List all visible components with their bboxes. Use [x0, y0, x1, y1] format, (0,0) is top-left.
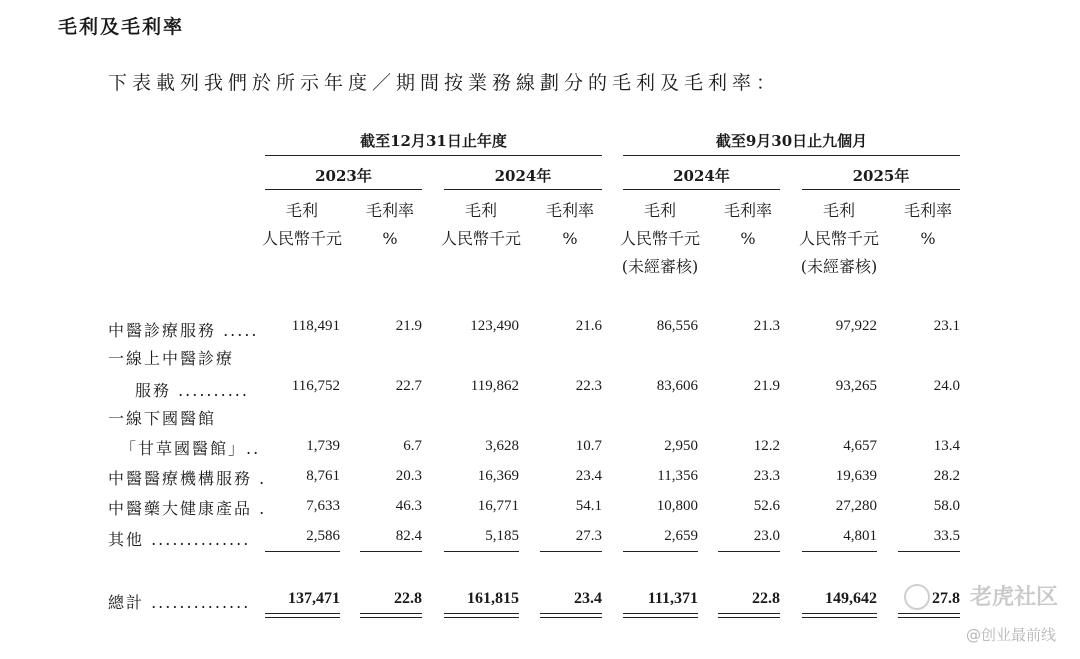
cell-gross-profit: 11,356: [657, 468, 698, 484]
cell-gross-profit: 2,586: [306, 528, 340, 544]
cell-gross-margin: 82.4: [395, 528, 422, 544]
total-gross-margin: 22.8: [752, 590, 780, 607]
total-double-underline: [898, 613, 960, 614]
col-header-gp: 毛利 人民幣千元 (未經審核): [799, 201, 880, 276]
cell-gross-margin: 22.7: [395, 378, 422, 394]
cell-gross-profit: 8,761: [306, 468, 340, 484]
cell-gross-profit: 86,556: [656, 318, 698, 334]
col-header-gpm: 毛利率 %: [545, 201, 594, 248]
total-double-underline: [360, 617, 422, 618]
cell-gross-margin: 13.4: [933, 438, 960, 454]
cell-gross-profit: 118,491: [291, 318, 340, 334]
cell-gross-profit: 97,922: [835, 318, 877, 334]
cell-gross-margin: 23.0: [753, 528, 780, 544]
cell-gross-margin: 27.3: [575, 528, 602, 544]
cell-gross-profit: 83,606: [656, 378, 698, 394]
group-header-9m: 截至9月30日止九個月: [715, 132, 868, 150]
cell-gross-margin: 28.2: [933, 468, 960, 484]
cell-gross-profit: 4,657: [843, 438, 877, 454]
subtotal-line: [802, 551, 877, 552]
col-header-gp: 毛利 人民幣千元: [441, 201, 522, 248]
total-double-underline: [898, 617, 960, 618]
subtotal-line: [898, 551, 960, 552]
cell-gross-margin: 10.7: [575, 438, 602, 454]
row-label: 其他 ..............: [108, 530, 251, 549]
total-label: 總計 ..............: [108, 593, 251, 612]
cell-gross-profit: 10,800: [656, 498, 698, 514]
total-double-underline: [540, 613, 602, 614]
total-double-underline: [623, 613, 698, 614]
year-header: 2025年: [852, 167, 910, 185]
cell-gross-margin: 58.0: [933, 498, 960, 514]
group-underline: [623, 155, 960, 156]
row-label: 「甘草國醫館」..: [120, 439, 261, 458]
col-header-gp: 毛利 人民幣千元 (未經審核): [620, 201, 701, 276]
row-label: 中醫藥大健康產品 .: [108, 499, 267, 518]
total-gross-profit: 111,371: [647, 590, 698, 607]
cell-gross-margin: 23.4: [575, 468, 602, 484]
section-title: 毛利及毛利率: [58, 16, 185, 38]
watermark-main: 老虎社区: [969, 585, 1058, 610]
cell-gross-margin: 23.3: [753, 468, 780, 484]
cell-gross-margin: 23.1: [933, 318, 960, 334]
total-double-underline: [265, 613, 340, 614]
total-double-underline: [444, 617, 519, 618]
watermark-sub: @创业最前线: [965, 626, 1056, 644]
cell-gross-margin: 54.1: [575, 498, 602, 514]
cell-gross-profit: 1,739: [306, 438, 340, 454]
total-double-underline: [360, 613, 422, 614]
total-gross-profit: 149,642: [825, 590, 877, 607]
cell-gross-profit: 2,659: [664, 528, 698, 544]
col-header-gpm: 毛利率 %: [365, 201, 414, 248]
cell-gross-profit: 7,633: [306, 498, 340, 514]
cell-gross-profit: 16,771: [477, 498, 519, 514]
row-label: 中醫醫療機構服務 .: [108, 469, 267, 488]
group-header-fy: 截至12月31日止年度: [360, 132, 507, 150]
subtotal-line: [623, 551, 698, 552]
cell-gross-profit: 16,369: [477, 468, 519, 484]
total-double-underline: [444, 613, 519, 614]
year-underline: [265, 189, 422, 190]
cell-gross-profit: 2,950: [664, 438, 698, 454]
year-underline: [802, 189, 960, 190]
cell-gross-profit: 116,752: [291, 378, 340, 394]
cell-gross-margin: 12.2: [753, 438, 780, 454]
group-underline: [265, 155, 602, 156]
cell-gross-profit: 19,639: [835, 468, 877, 484]
total-double-underline: [802, 617, 877, 618]
year-header: 2024年: [494, 167, 552, 185]
year-underline: [623, 189, 780, 190]
total-gross-margin: 22.8: [394, 590, 422, 607]
cell-gross-profit: 4,801: [843, 528, 877, 544]
year-header: 2023年: [315, 167, 372, 185]
cell-gross-margin: 22.3: [575, 378, 602, 394]
total-gross-profit: 137,471: [288, 590, 340, 607]
total-double-underline: [802, 613, 877, 614]
cell-gross-margin: 20.3: [395, 468, 422, 484]
total-gross-profit: 161,815: [467, 590, 519, 607]
total-double-underline: [540, 617, 602, 618]
cell-gross-margin: 24.0: [933, 378, 960, 394]
total-double-underline: [718, 613, 780, 614]
cell-gross-margin: 21.9: [395, 318, 422, 334]
cell-gross-profit: 119,862: [470, 378, 519, 394]
cell-gross-margin: 33.5: [933, 528, 960, 544]
row-label: 服務 ..........: [135, 381, 249, 400]
row-label: 一線下國醫館: [108, 409, 217, 428]
row-label: 中醫診療服務 .....: [108, 321, 259, 340]
total-double-underline: [265, 617, 340, 618]
watermark-logo-icon: [904, 584, 930, 610]
cell-gross-profit: 3,628: [485, 438, 519, 454]
total-double-underline: [623, 617, 698, 618]
year-underline: [444, 189, 602, 190]
col-header-gpm: 毛利率 %: [903, 201, 952, 248]
subtotal-line: [265, 551, 340, 552]
row-label: 一線上中醫診療: [108, 349, 235, 368]
subtotal-line: [540, 551, 602, 552]
subtotal-line: [360, 551, 422, 552]
col-header-gp: 毛利 人民幣千元: [262, 201, 343, 248]
cell-gross-profit: 93,265: [835, 378, 877, 394]
cell-gross-profit: 27,280: [835, 498, 877, 514]
intro-text: 下表載列我們於所示年度／期間按業務線劃分的毛利及毛利率：: [108, 72, 781, 94]
cell-gross-margin: 21.6: [575, 318, 602, 334]
subtotal-line: [718, 551, 780, 552]
cell-gross-margin: 21.9: [753, 378, 780, 394]
cell-gross-profit: 5,185: [485, 528, 519, 544]
cell-gross-profit: 123,490: [470, 318, 519, 334]
col-header-gpm: 毛利率 %: [723, 201, 772, 248]
total-gross-margin: 23.4: [574, 590, 602, 607]
year-header: 2024年: [673, 167, 730, 185]
cell-gross-margin: 6.7: [403, 438, 422, 454]
cell-gross-margin: 46.3: [395, 498, 422, 514]
total-double-underline: [718, 617, 780, 618]
cell-gross-margin: 21.3: [753, 318, 780, 334]
cell-gross-margin: 52.6: [753, 498, 780, 514]
subtotal-line: [444, 551, 519, 552]
total-gross-margin: 27.8: [932, 590, 960, 607]
